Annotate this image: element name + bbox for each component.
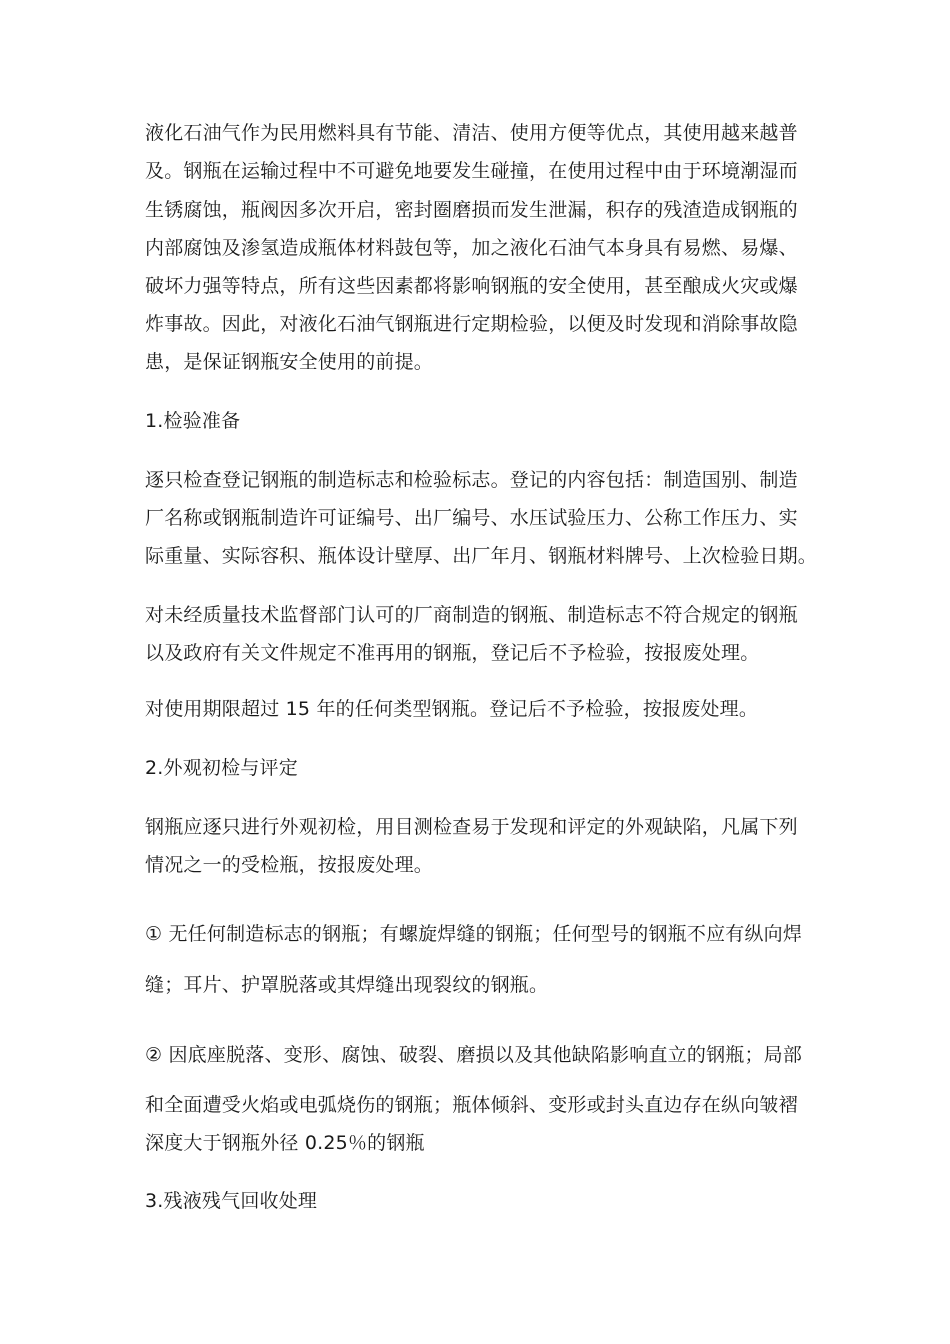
intro-line: 内部腐蚀及渗氢造成瓶体材料鼓包等，加之液化石油气本身具有易燃、易爆、	[145, 237, 798, 259]
intro-line: 炸事故。因此，对液化石油气钢瓶进行定期检验，以便及时发现和消除事故隐	[145, 313, 798, 335]
intro-line: 及。钢瓶在运输过程中不可避免地要发生碰撞，在使用过程中由于环境潮湿而	[145, 160, 798, 182]
paragraph-line: 情况之一的受检瓶，按报废处理。	[145, 854, 434, 876]
paragraph-line: 以及政府有关文件规定不准再用的钢瓶，登记后不予检验，按报废处理。	[145, 642, 760, 664]
list-item-line: ② 因底座脱落、变形、腐蚀、破裂、磨损以及其他缺陷影响直立的钢瓶；局部	[145, 1044, 803, 1066]
list-item-line: ① 无任何制造标志的钢瓶；有螺旋焊缝的钢瓶；任何型号的钢瓶不应有纵向焊	[145, 923, 803, 945]
paragraph-line: 钢瓶应逐只进行外观初检，用目测检查易于发现和评定的外观缺陷，凡属下列	[145, 816, 798, 838]
paragraph-line: 际重量、实际容积、瓶体设计壁厚、出厂年月、钢瓶材料牌号、上次检验日期。	[145, 545, 818, 567]
intro-line: 破坏力强等特点，所有这些因素都将影响钢瓶的安全使用，甚至酿成火灾或爆	[145, 275, 798, 297]
intro-line: 生锈腐蚀，瓶阀因多次开启，密封圈磨损而发生泄漏，积存的残渣造成钢瓶的	[145, 199, 798, 221]
paragraph-line: 对未经质量技术监督部门认可的厂商制造的钢瓶、制造标志不符合规定的钢瓶	[145, 604, 798, 626]
list-item-line: 深度大于钢瓶外径 0.25％的钢瓶	[145, 1132, 425, 1154]
intro-line: 患，是保证钢瓶安全使用的前提。	[145, 351, 434, 373]
paragraph-line: 逐只检查登记钢瓶的制造标志和检验标志。登记的内容包括：制造国别、制造	[145, 469, 798, 491]
section-heading: 3.残液残气回收处理	[145, 1190, 318, 1212]
paragraph-line: 厂名称或钢瓶制造许可证编号、出厂编号、水压试验压力、公称工作压力、实	[145, 507, 798, 529]
list-item-line: 和全面遭受火焰或电弧烧伤的钢瓶；瓶体倾斜、变形或封头直边存在纵向皱褶	[145, 1094, 798, 1116]
paragraph-line: 对使用期限超过 15 年的任何类型钢瓶。登记后不予检验，按报废处理。	[145, 698, 759, 720]
list-item-line: 缝；耳片、护罩脱落或其焊缝出现裂纹的钢瓶。	[145, 974, 549, 996]
intro-line: 液化石油气作为民用燃料具有节能、清洁、使用方便等优点，其使用越来越普	[145, 122, 798, 144]
section-heading: 2.外观初检与评定	[145, 757, 298, 779]
section-heading: 1.检验准备	[145, 410, 241, 432]
